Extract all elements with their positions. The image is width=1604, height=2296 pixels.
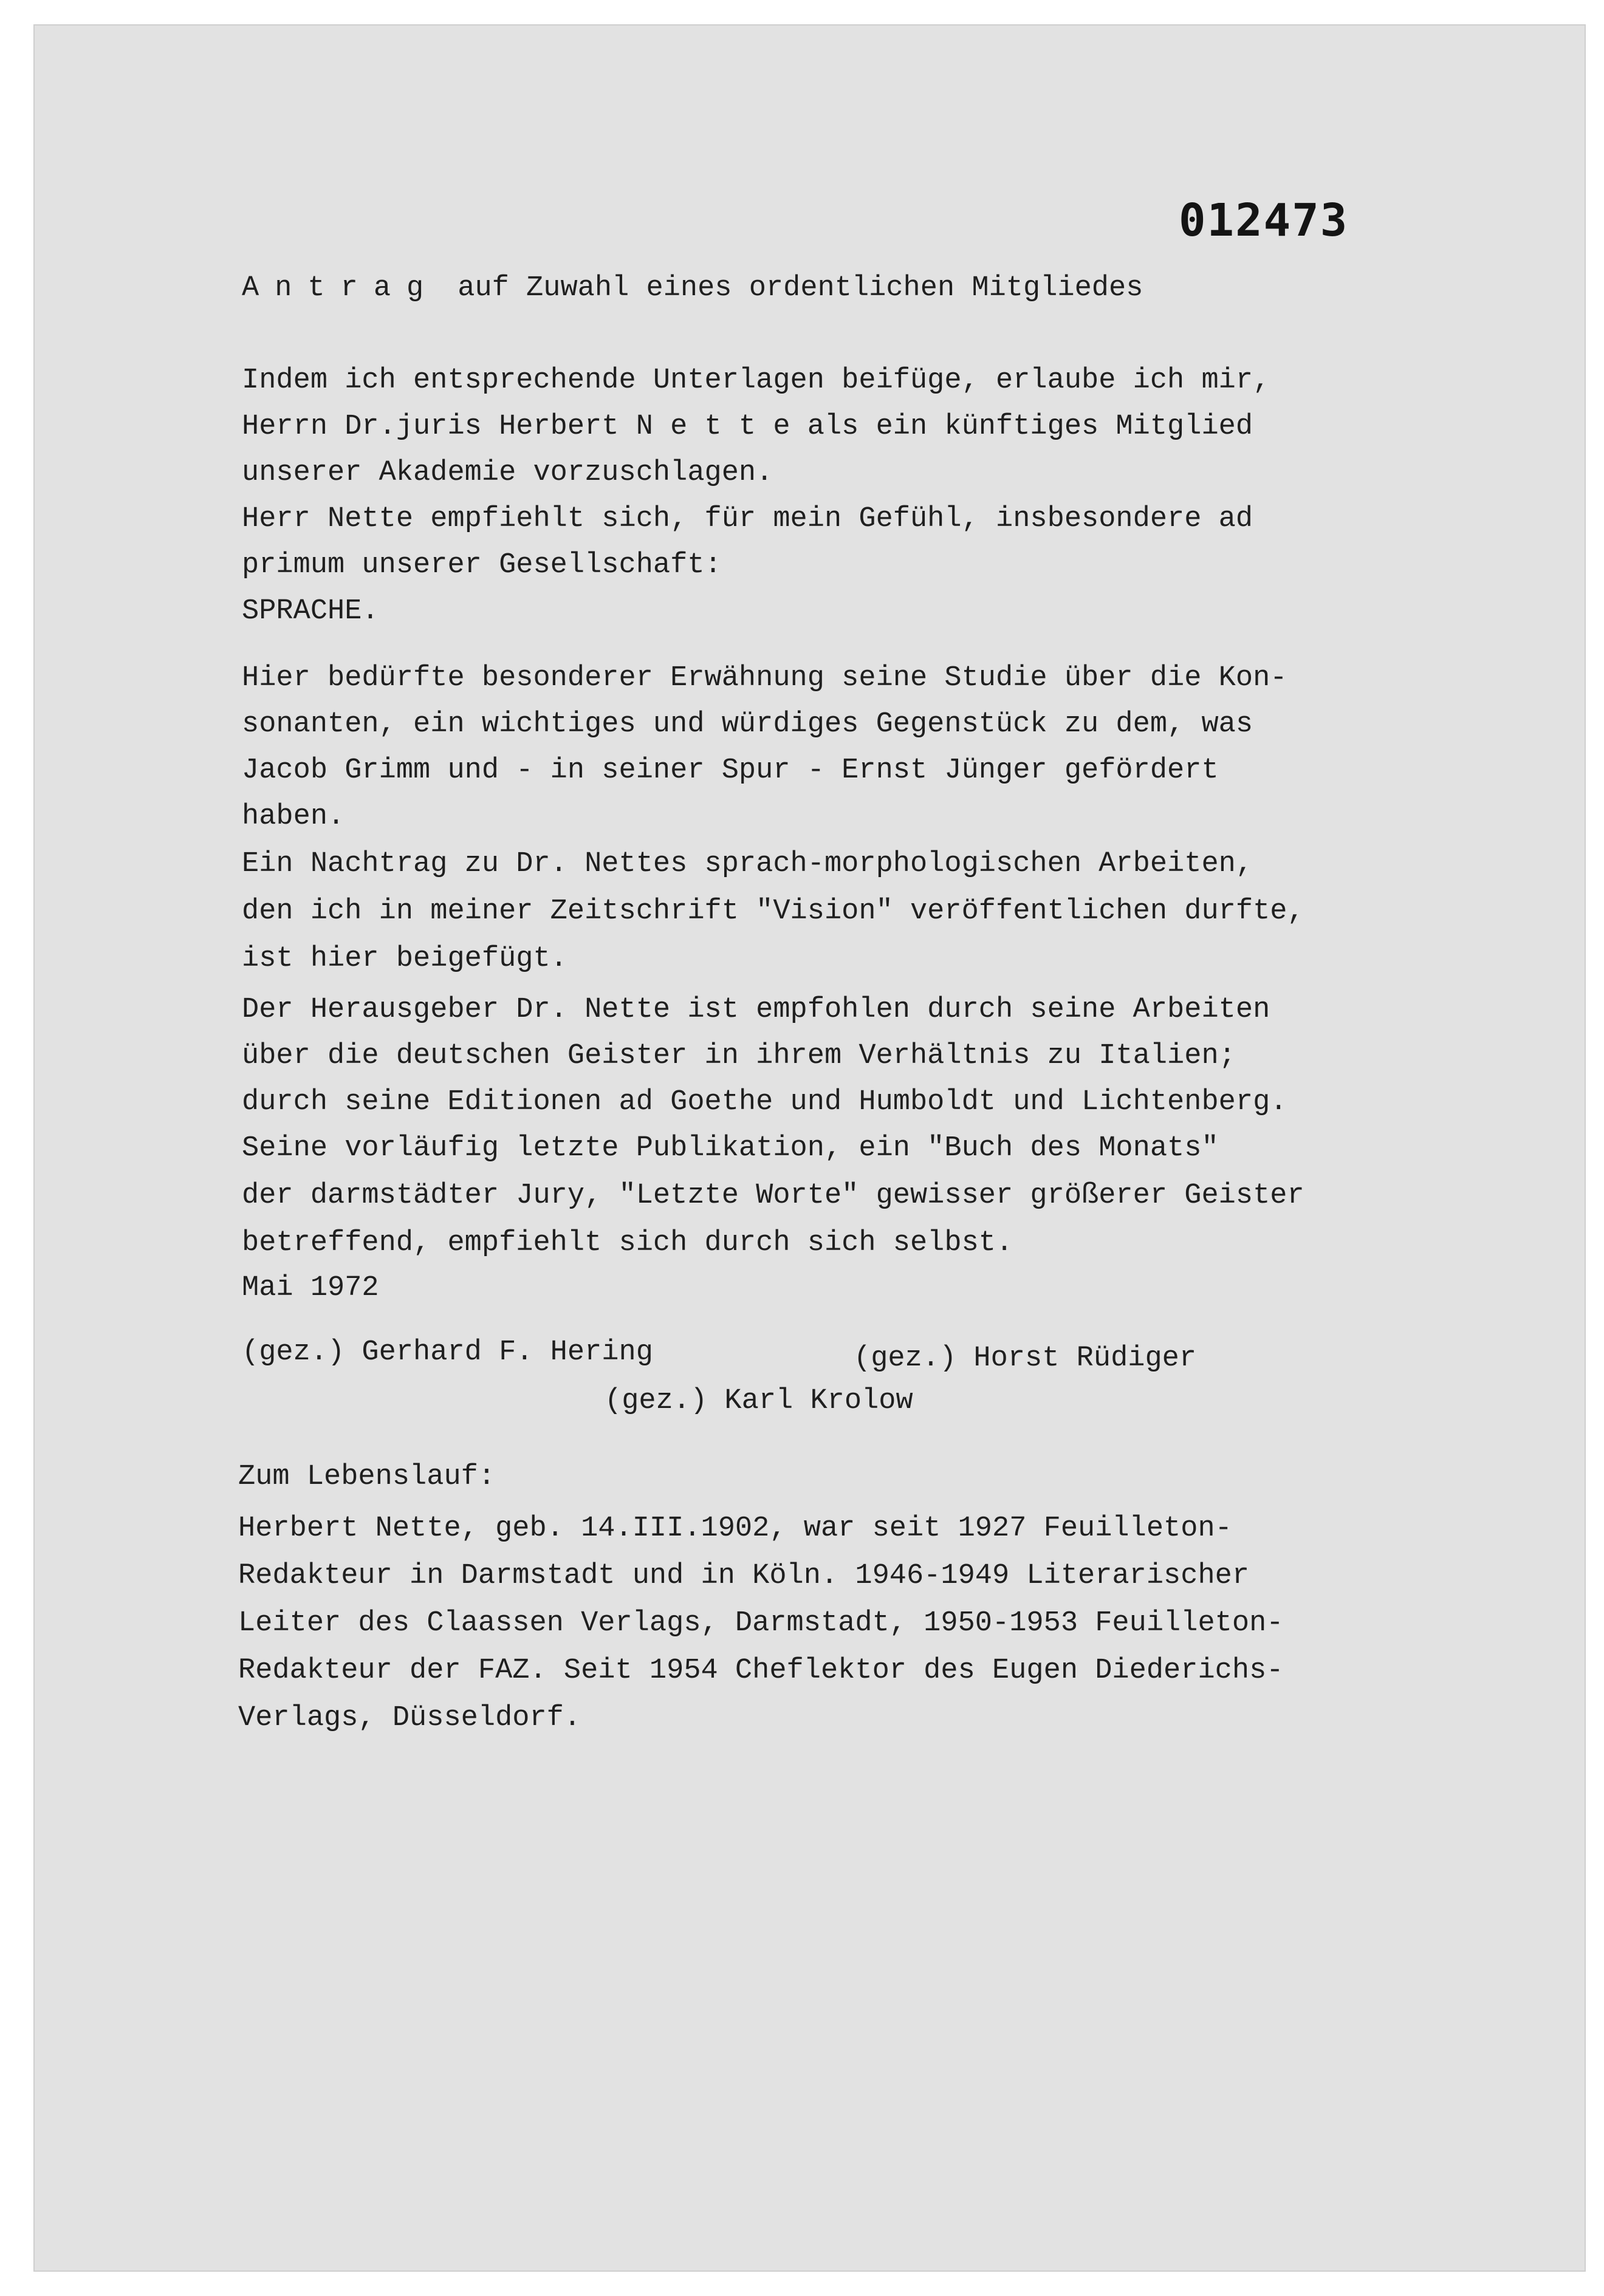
body-line: betreffend, empfiehlt sich durch sich selbst.	[242, 1227, 1013, 1259]
cv-line: Redakteur der FAZ. Seit 1954 Cheflektor des Eugen Diederichs-	[238, 1655, 1284, 1687]
body-line: durch seine Editionen ad Goethe und Humboldt und Lichtenberg.	[242, 1086, 1287, 1118]
body-line: Herr Nette empfiehlt sich, für mein Gefühl, insbesondere ad	[242, 503, 1253, 535]
body-line: Ein Nachtrag zu Dr. Nettes sprach-morphologischen Arbeiten,	[242, 848, 1253, 880]
body-line: SPRACHE.	[242, 595, 379, 627]
body-line: den ich in meiner Zeitschrift "Vision" veröffentlichen durfte,	[242, 895, 1304, 928]
body-line: der darmstädter Jury, "Letzte Worte" gewisser größerer Geister	[242, 1180, 1304, 1212]
document-number: 012473	[1179, 194, 1349, 247]
body-line: Seine vorläufig letzte Publikation, ein "Buch des Monats"	[242, 1132, 1219, 1164]
cv-line: Verlags, Düsseldorf.	[238, 1702, 581, 1734]
body-line: Hier bedürfte besonderer Erwähnung seine Studie über die Kon-	[242, 662, 1287, 694]
body-line: primum unserer Gesellschaft:	[242, 549, 722, 581]
body-line: über die deutschen Geister in ihrem Verhältnis zu Italien;	[242, 1040, 1236, 1072]
title-spaced-word: Antrag	[242, 272, 440, 304]
cv-heading: Zum Lebenslauf:	[238, 1461, 496, 1493]
date-line: Mai 1972	[242, 1272, 379, 1304]
body-line: haben.	[242, 801, 345, 833]
body-line: Herrn Dr.juris Herbert N e t t e als ein künftiges Mitglied	[242, 411, 1253, 443]
cv-line: Herbert Nette, geb. 14.III.1902, war seit 1927 Feuilleton-	[238, 1512, 1232, 1545]
signature-hering: (gez.) Gerhard F. Hering	[242, 1336, 653, 1368]
signature-krolow: (gez.) Karl Krolow	[605, 1385, 913, 1417]
title-rest: auf Zuwahl eines ordentlichen Mitgliedes	[458, 272, 1143, 304]
body-line: ist hier beigefügt.	[242, 943, 567, 975]
signature-ruediger: (gez.) Horst Rüdiger	[854, 1342, 1197, 1375]
body-line: Der Herausgeber Dr. Nette ist empfohlen durch seine Arbeiten	[242, 994, 1270, 1026]
body-line: unserer Akademie vorzuschlagen.	[242, 457, 773, 489]
document-title	[242, 272, 1143, 304]
body-line: sonanten, ein wichtiges und würdiges Gegenstück zu dem, was	[242, 708, 1253, 740]
cv-line: Leiter des Claassen Verlags, Darmstadt, 1950-1953 Feuilleton-	[238, 1607, 1284, 1639]
cv-line: Redakteur in Darmstadt und in Köln. 1946-1949 Literarischer	[238, 1560, 1250, 1592]
body-line: Jacob Grimm und - in seiner Spur - Ernst Jünger gefördert	[242, 754, 1219, 787]
body-line: Indem ich entsprechende Unterlagen beifüge, erlaube ich mir,	[242, 364, 1270, 397]
